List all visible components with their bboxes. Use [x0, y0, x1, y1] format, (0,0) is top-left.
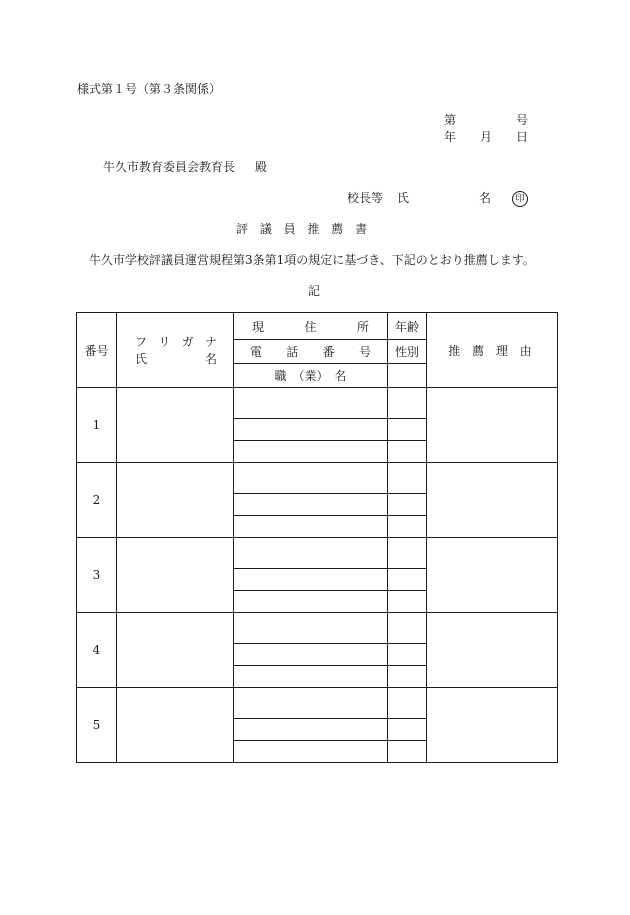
- row-number: 4: [77, 613, 117, 688]
- reason-cell[interactable]: [427, 388, 558, 463]
- age-cell[interactable]: [388, 463, 427, 494]
- header-occupation: 職 （業） 名: [234, 364, 388, 388]
- reason-cell[interactable]: [427, 463, 558, 538]
- address-cell[interactable]: [234, 388, 388, 419]
- date-year: 年: [444, 130, 457, 144]
- gender-cell[interactable]: [388, 569, 427, 591]
- signer-title: 校長等: [347, 191, 384, 205]
- header-empty: [388, 364, 427, 388]
- name-cell[interactable]: [117, 688, 234, 763]
- address-cell[interactable]: [234, 613, 388, 644]
- age-cell[interactable]: [388, 388, 427, 419]
- age-cell[interactable]: [388, 613, 427, 644]
- header-reason: 推 薦 理 由: [427, 313, 558, 388]
- header-phone: 電 話 番 号: [234, 340, 388, 364]
- age-cell[interactable]: [388, 688, 427, 719]
- body-text: 牛久市学校評議員運営規程第3条第1項の規定に基づき、下記のとおり推薦します。: [89, 253, 535, 267]
- row-number: 1: [77, 388, 117, 463]
- reason-cell[interactable]: [427, 613, 558, 688]
- seal-icon: 印: [512, 190, 528, 207]
- occupation-cell[interactable]: [234, 666, 388, 688]
- ki-label: 記: [308, 284, 321, 298]
- address-cell[interactable]: [234, 463, 388, 494]
- empty-cell: [388, 591, 427, 613]
- empty-cell: [388, 741, 427, 763]
- doc-number-suffix: 号: [516, 113, 529, 127]
- header-address: 現 住 所: [234, 313, 388, 340]
- header-furigana-name: フ リ ガ ナ 氏 名: [117, 313, 234, 388]
- phone-cell[interactable]: [234, 419, 388, 441]
- form-label: 様式第１号（第３条関係）: [77, 82, 222, 96]
- row-number: 5: [77, 688, 117, 763]
- addressee: 牛久市教育委員会教育長: [103, 160, 236, 174]
- header-number: 番号: [77, 313, 117, 388]
- occupation-cell[interactable]: [234, 441, 388, 463]
- header-age: 年齢: [388, 313, 427, 340]
- gender-cell[interactable]: [388, 644, 427, 666]
- occupation-cell[interactable]: [234, 741, 388, 763]
- signer-name-label-2: 名: [479, 191, 492, 205]
- name-cell[interactable]: [117, 538, 234, 613]
- document-title: 評 議 員 推 薦 書: [236, 222, 372, 236]
- date-month: 月: [480, 130, 493, 144]
- date-day: 日: [516, 130, 529, 144]
- name-cell[interactable]: [117, 388, 234, 463]
- gender-cell[interactable]: [388, 719, 427, 741]
- row-number: 3: [77, 538, 117, 613]
- name-cell[interactable]: [117, 613, 234, 688]
- signer-name-label-1: 氏: [397, 191, 410, 205]
- address-cell[interactable]: [234, 538, 388, 569]
- recommendation-table: [76, 312, 558, 763]
- phone-cell[interactable]: [234, 719, 388, 741]
- gender-cell[interactable]: [388, 419, 427, 441]
- header-gender: 性別: [388, 340, 427, 364]
- phone-cell[interactable]: [234, 569, 388, 591]
- occupation-cell[interactable]: [234, 516, 388, 538]
- phone-cell[interactable]: [234, 644, 388, 666]
- phone-cell[interactable]: [234, 494, 388, 516]
- name-cell[interactable]: [117, 463, 234, 538]
- addressee-honorific: 殿: [255, 160, 268, 174]
- reason-cell[interactable]: [427, 538, 558, 613]
- doc-number-prefix: 第: [444, 113, 457, 127]
- age-cell[interactable]: [388, 538, 427, 569]
- gender-cell[interactable]: [388, 494, 427, 516]
- empty-cell: [388, 516, 427, 538]
- empty-cell: [388, 441, 427, 463]
- address-cell[interactable]: [234, 688, 388, 719]
- row-number: 2: [77, 463, 117, 538]
- empty-cell: [388, 666, 427, 688]
- occupation-cell[interactable]: [234, 591, 388, 613]
- reason-cell[interactable]: [427, 688, 558, 763]
